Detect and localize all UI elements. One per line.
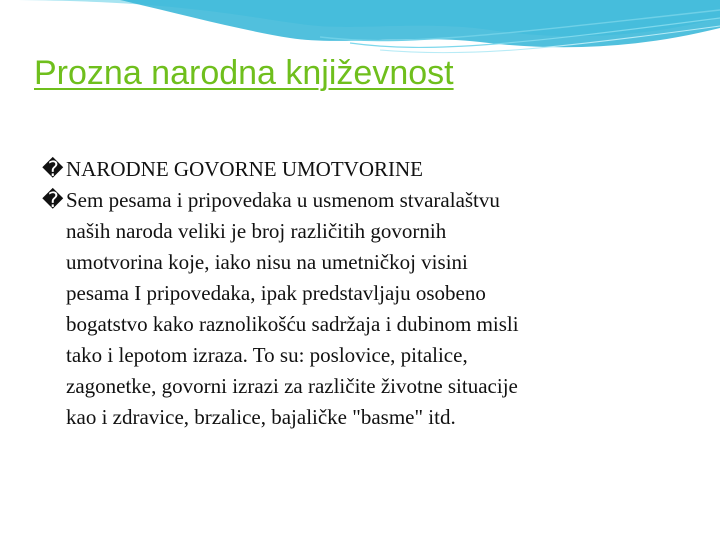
bullet-icon: �: [42, 157, 64, 181]
paragraph-line-1: Sem pesama i pripovedaka u usmenom stvaralaštvu: [66, 188, 500, 212]
heading-text: NARODNE GOVORNE UMOTVORINE: [66, 157, 423, 181]
slide-body: [42, 154, 692, 433]
bullet-icon: �: [42, 188, 64, 212]
paragraph-line-2: naših naroda veliki je broj različitih govornih: [66, 219, 447, 243]
heading-paragraph: [42, 154, 692, 185]
paragraph-line-3: umotvorina koje, iako nisu na umetničkoj visini: [66, 250, 468, 274]
paragraph-line-5: bogatstvo kako raznolikošću sadržaja i dubinom misli: [66, 312, 519, 336]
description-text-container: [66, 185, 691, 433]
paragraph-line-7: zagonetke, govorni izrazi za različite životne situacije: [66, 374, 518, 398]
wave-fill-main: [120, 0, 720, 47]
paragraph-line-6: tako i lepotom izraza. To su: poslovice, pitalice,: [66, 343, 468, 367]
paragraph-line-8: kao i zdravice, brzalice, bajaličke "basme" itd.: [66, 405, 456, 429]
slide-title: Prozna narodna književnost: [34, 54, 454, 92]
heading-text-container: [66, 154, 691, 185]
description-paragraph: [42, 185, 692, 433]
paragraph-line-4: pesama I pripovedaka, ipak predstavljaju osobeno: [66, 281, 486, 305]
